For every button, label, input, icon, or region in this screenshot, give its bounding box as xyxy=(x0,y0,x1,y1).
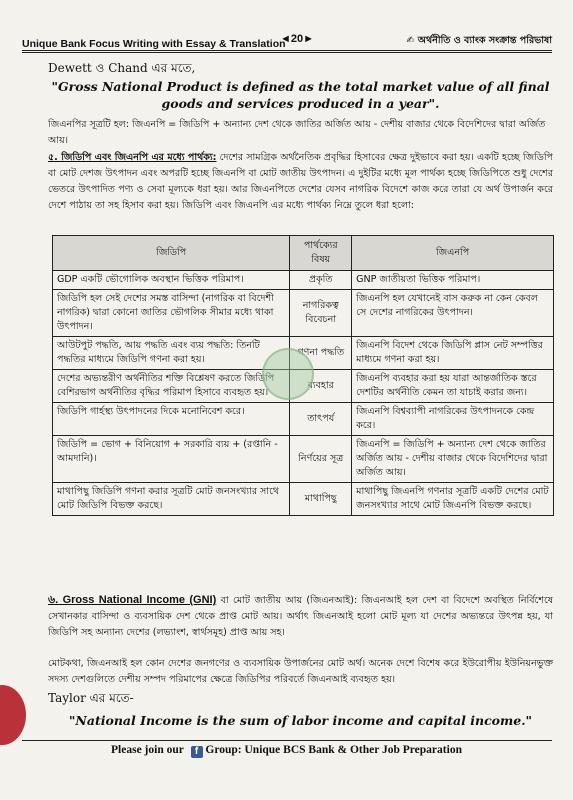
footer-rule xyxy=(22,740,552,741)
cell-topic: নির্ণয়ের সূত্র xyxy=(290,436,352,483)
header-topic: পার্থক্যের বিষয় xyxy=(290,236,352,271)
red-thumb-mark xyxy=(0,685,26,745)
section-5-body: দেশের সামগ্রিক অর্থনৈতিক প্রবৃদ্ধির হিসাবের ক্ষেত্র দুইভাবে করা হয়। একটি হচ্ছে জিডিপি বা মোট দেশজ উৎপাদন এবং অপরটি হচ্ছে জিএনপি বা মোট জাতীয় উৎপাদন। এ দুইটির মধ্যে মূল পার্থক্য হচ্ছে জিডিপিতে শুধু দেশের ভেতরে উৎপাদিত পণ্য ও সেবা মূল্যকে ধরা হয়। আর জিএনপিতে দেশের যেসব নাগরিক বিদেশে কাজ করে তারা যে অর্থ উপার্জন করে দেশে পাঠায় তা সহ হিসাব করা হয়। জিডিপি এবং জিএনপি এর মধ্যে পার্থক্য নিম্নে তুলে ধরা হলো: xyxy=(48,152,553,211)
cell-gdp: দেশের অভ্যন্তরীণ অর্থনীতির শক্তি বিশ্লেষণ করতে জিডিপি বেশিরভাগ অর্থনীতির বৃদ্ধির পরিমাপ হিসাবে ব্যবহৃত হয়। xyxy=(53,370,290,403)
cell-gnp: জিএনপি = জিডিপি + অন্যান্য দেশ থেকে জাতির অর্জিত আয় - দেশীয় বাজার থেকে বিদেশিদের দ্বারা অর্জিত আয়। xyxy=(352,436,554,483)
cell-topic: নাগরিকত্ব বিবেচনা xyxy=(290,290,352,337)
cell-gdp: মাথাপিছু জিডিপি গণনা করার সূত্রটি মোট জনসংখ্যার সাথে মোট জিডিপি বিভক্ত করছে। xyxy=(53,483,290,516)
national-income-quote: "National Income is the sum of labor income and capital income." xyxy=(68,713,533,728)
cell-topic: প্রকৃতি xyxy=(290,271,352,290)
watermark-logo xyxy=(262,348,314,400)
cell-topic: ব্যবহার xyxy=(290,370,352,403)
section-6-body: বা মোট জাতীয় আয় (জিএনআই): জিএনআই হল দেশ বা বিদেশে অবস্থিত নির্বিশেষে সেখানকার বাসিন্দা ও ব্যবসায়িক দেশ থেকে প্রাপ্ত মোট আয়। অর্থাৎ জিএনআই হলো মোট মূল্য যা দেশের অভ্যন্তরে উৎপন্ন হয়, যা জিডিপি সহ অন্যান্য দেশের (লভ্যাংশ, স্বার্থসমূহ) প্রাপ্ত আয় সহ। xyxy=(48,595,553,638)
section-6-heading: ৬. Gross National Income (GNI) xyxy=(48,594,217,606)
header-gdp: জিডিপি xyxy=(53,236,290,271)
page-number: ◄20► xyxy=(280,33,315,45)
cell-gnp: মাথাপিছু জিএনপি গণনার সূত্রটি একটি দেশের মোট জনসংখ্যার সাথে মোট জিএনপি বিভক্ত করছে। xyxy=(352,483,554,516)
table-row xyxy=(53,483,554,516)
cell-gdp: জিডিপি হল সেই দেশের সমস্ত বাসিন্দা (নাগরিক বা বিদেশী নাগরিক) দ্বারা কোনো জাতির ভৌগলিক সীমার মধ্যে থাকা উৎপাদন। xyxy=(53,290,290,337)
section-6-para2: মোটকথা, জিএনআই হল কোন দেশের জনগণের ও ব্যবসায়িক উপার্জনের মোট অর্থ। অনেক দেশে বিশেষ করে ইউরোপীয় ইউনিয়নভুক্ত সদস্য দেশগুলিতে দেশীয় সম্পদ পরিমাপের ক্ষেত্রে জিডিপির পরিবর্তে জিএনআই ব্যবহৃত হয়। xyxy=(48,658,553,685)
section-6 xyxy=(48,592,553,641)
section-5 xyxy=(48,150,553,214)
cell-gdp: GDP একটি ভৌগোলিক অবস্থান ভিত্তিক পরিমাপ। xyxy=(53,271,290,290)
cell-gnp: জিএনপি বিশ্বব্যাপী নাগরিকের উৎপাদনকে কেন্দ্র করে। xyxy=(352,403,554,436)
facebook-icon: f xyxy=(191,746,203,758)
cell-gdp: জিডিপি = ভোগ + বিনিয়োগ + সরকারি ব্যয় + (রপ্তানি - আমদানি)। xyxy=(53,436,290,483)
table-row xyxy=(53,290,554,337)
cell-gdp: জিডিপি গার্হস্থ্য উৎপাদনের দিকে মনোনিবেশ করে। xyxy=(53,403,290,436)
page-header xyxy=(22,30,552,50)
cell-gdp: আউটপুট পদ্ধতি, আয় পদ্ধতি এবং ব্যয় পদ্ধতি: তিনটি পদ্ধতির মাধ্যমে জিডিপি গণনা করা হয়। xyxy=(53,337,290,370)
footer-prefix: Please join our xyxy=(111,744,184,756)
cell-gnp: জিএনপি ব্যবহার করা হয় যারা আন্তর্জাতিক স্তরে দেশটির অর্থনীতি কেমন তা যাচাই করার জন্য। xyxy=(352,370,554,403)
cell-topic: গণনা পদ্ধতি xyxy=(290,337,352,370)
footer-group: Group: Unique BCS Bank & Other Job Preparation xyxy=(205,744,462,756)
table-row xyxy=(53,271,554,290)
chapter-title: ✍ অর্থনীতি ও ব্যাংক সংক্রান্ত পরিভাষা xyxy=(406,35,552,46)
gnp-formula: জিএনপির সূত্রটি হল: জিএনপি = জিডিপি + অন্যান্য দেশ থেকে জাতির অর্জিত আয় - দেশীয় বাজার থেকে বিদেশিদের দ্বারা অর্জিত আয়। xyxy=(48,119,546,146)
dewett-source: Dewett ও Chand এর মতে, xyxy=(48,61,196,75)
cell-gnp: GNP জাতীয়তা ভিত্তিক পরিমাপ। xyxy=(352,271,554,290)
gnp-quote: "Gross National Product is defined as the total market value of all final goods and services produced in a year". xyxy=(51,79,550,111)
book-title: Unique Bank Focus Writing with Essay & Translation xyxy=(22,38,286,50)
header-rule-thin xyxy=(22,52,552,53)
section-5-heading: ৫. জিডিপি এবং জিএনপি এর মধ্যে পার্থক্য: xyxy=(48,152,217,163)
cell-topic: তাৎপর্য xyxy=(290,403,352,436)
table-row xyxy=(53,403,554,436)
cell-topic: মাথাপিছু xyxy=(290,483,352,516)
page-footer xyxy=(0,744,573,758)
header-rule xyxy=(22,50,552,51)
table-row xyxy=(53,436,554,483)
table-header-row xyxy=(53,236,554,271)
header-gnp: জিএনপি xyxy=(352,236,554,271)
cell-gnp: জিএনপি হল যেখানেই বাস করুক না কেন কেবল সে দেশের নাগরিকের উৎপাদন। xyxy=(352,290,554,337)
cell-gnp: জিএনপি বিদেশ থেকে জিডিপি প্লাস নেট সম্পত্তির মাধ্যমে গণনা করা হয়। xyxy=(352,337,554,370)
taylor-source: Taylor এর মতে- xyxy=(48,691,134,705)
